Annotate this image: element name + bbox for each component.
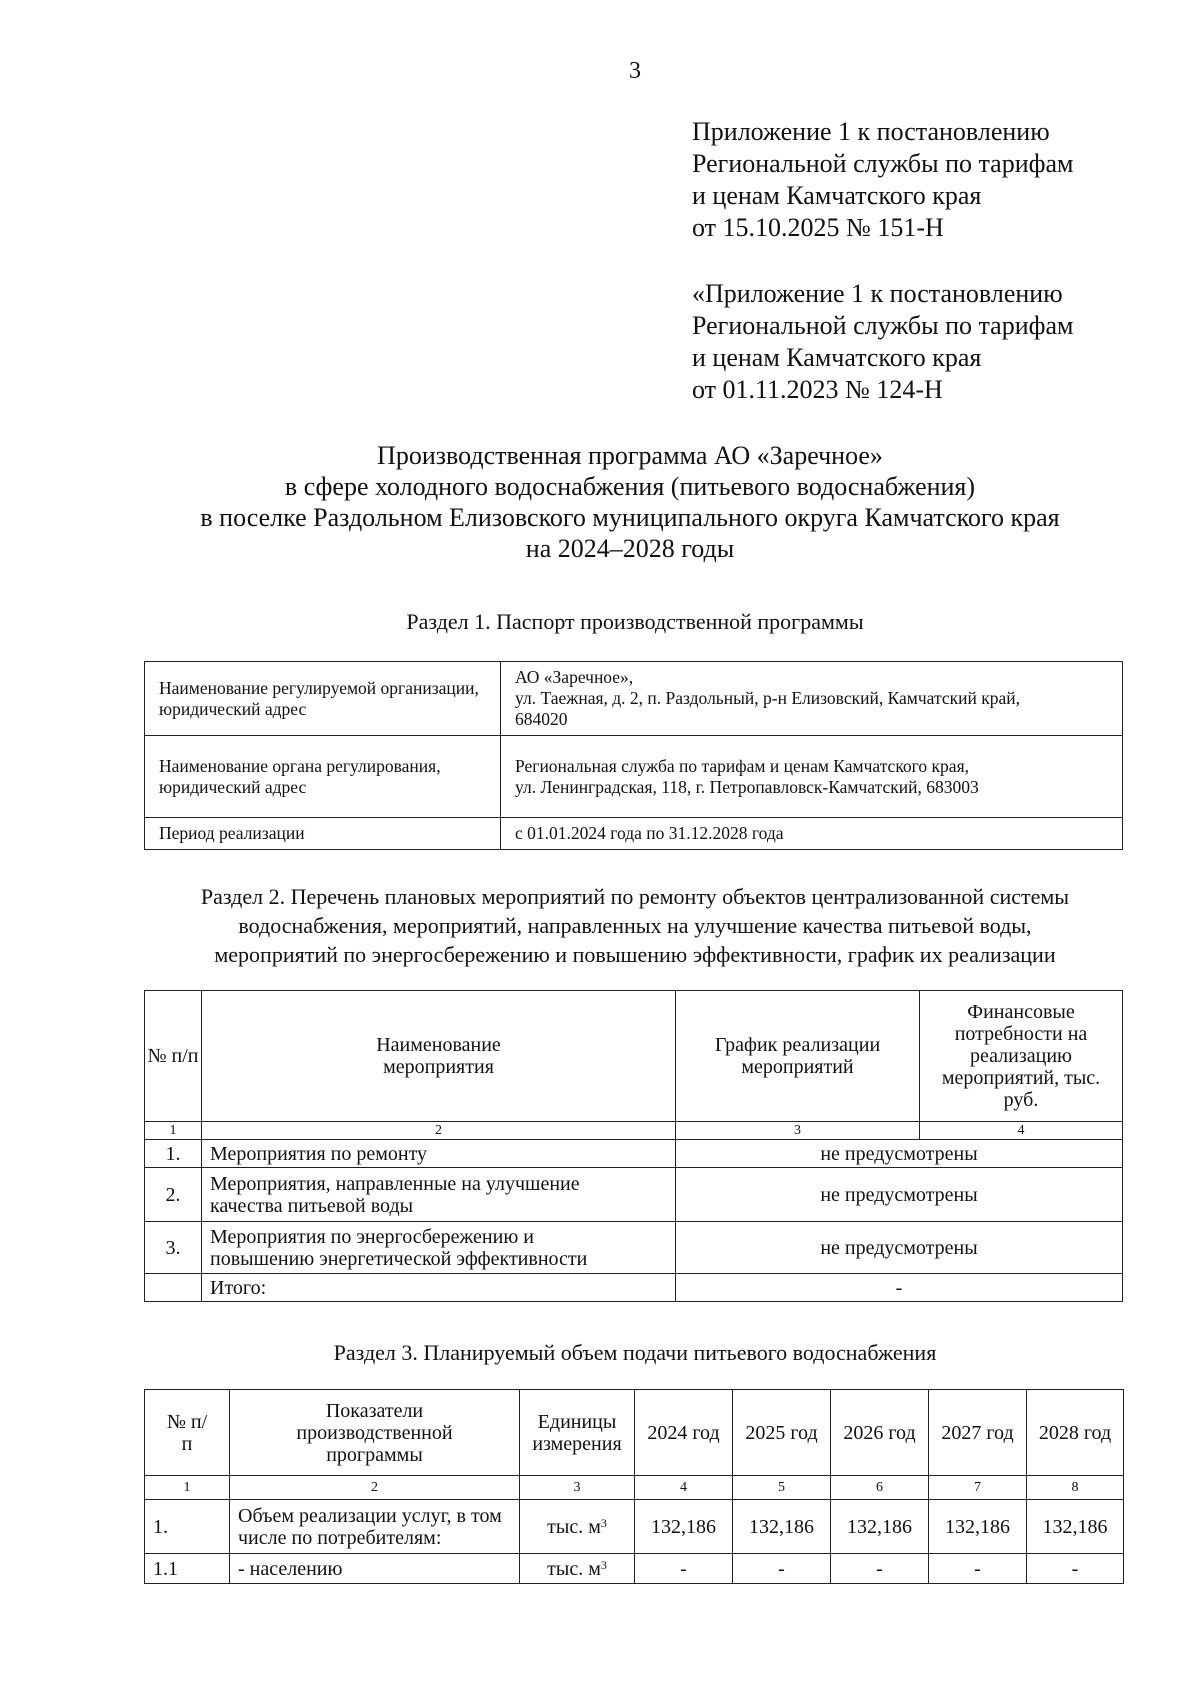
header-name: Наименование мероприятия (202, 991, 676, 1122)
title-line: в сфере холодного водоснабжения (питьевого водоснабжения) (284, 472, 976, 501)
header-year: 2028 год (1027, 1390, 1124, 1476)
table-row (145, 1168, 1123, 1222)
row-num: 2. (145, 1168, 202, 1222)
passport-value-line: ул. Таежная, д. 2, п. Раздольный, р-н Елизовский, Камчатский край, (515, 688, 1020, 708)
passport-value-line: ул. Ленинградская, 118, г. Петропавловск-Камчатский, 683003 (515, 776, 979, 797)
header-num: № п/п (145, 991, 202, 1122)
appendix-line: от 01.11.2023 № 124-Н (692, 375, 943, 404)
section2-heading-line: Раздел 2. Перечень плановых мероприятий по ремонту объектов централизованной системы (200, 884, 1070, 909)
table-row (145, 662, 1123, 736)
column-number: 8 (1027, 1476, 1124, 1500)
passport-value-line: 684020 (515, 709, 568, 729)
header-unit: Единицы измерения (520, 1390, 635, 1476)
year-value: 132,186 (929, 1500, 1027, 1554)
unit-superscript: 3 (600, 1557, 607, 1572)
passport-value-line: Региональная служба по тарифам и ценам Камчатского края, (515, 755, 969, 776)
column-number: 4 (635, 1476, 733, 1500)
column-number: 2 (230, 1476, 520, 1500)
unit-cell (520, 1554, 635, 1584)
passport-value (501, 818, 1123, 850)
unit-text: тыс. м (547, 1515, 601, 1538)
table-row (145, 818, 1123, 850)
title-line: Производственная программа АО «Заречное» (377, 441, 883, 470)
measure-name: Мероприятия, направленные на улучшение качества питьевой воды (202, 1168, 676, 1222)
column-numbers-row (145, 1476, 1124, 1500)
year-value: 132,186 (733, 1500, 831, 1554)
header-year: 2026 год (831, 1390, 929, 1476)
table-row (145, 1500, 1124, 1554)
column-number: 2 (202, 1122, 676, 1140)
page-number: 3 (629, 58, 641, 84)
table-header-row (145, 991, 1123, 1122)
unit-cell (520, 1500, 635, 1554)
header-year: 2027 год (929, 1390, 1027, 1476)
year-value: - (831, 1554, 929, 1584)
document-title (130, 440, 1130, 564)
title-line: в поселке Раздольном Елизовского муниципального округа Камчатского края (200, 503, 1060, 532)
passport-value-line: с 01.01.2024 года по 31.12.2028 года (515, 823, 784, 843)
indicator-name: Объем реализации услуг, в том числе по потребителям: (230, 1500, 520, 1554)
column-number: 6 (831, 1476, 929, 1500)
passport-value (501, 736, 1123, 818)
column-number: 5 (733, 1476, 831, 1500)
appendix-line: Приложение 1 к постановлению (692, 117, 1050, 146)
table-header-row (145, 1390, 1124, 1476)
header-num: № п/п (145, 1390, 230, 1476)
row-num: 1. (145, 1500, 230, 1554)
column-number: 4 (920, 1122, 1123, 1140)
appendix-current (692, 116, 1073, 244)
row-num: 1.1 (145, 1554, 230, 1584)
passport-value-line: АО «Заречное», (515, 667, 634, 687)
section1-heading: Раздел 1. Паспорт производственной программы (406, 609, 864, 634)
column-number: 1 (145, 1122, 202, 1140)
indicator-name: - населению (230, 1554, 520, 1584)
total-value: - (676, 1274, 1123, 1302)
row-num (145, 1274, 202, 1302)
column-number: 3 (520, 1476, 635, 1500)
header-schedule: График реализации мероприятий (676, 991, 920, 1122)
measure-value: не предусмотрены (676, 1222, 1123, 1274)
column-numbers-row (145, 1122, 1123, 1140)
section2-heading-line: мероприятий по энергосбережению и повышению эффективности, график их реализации (214, 942, 1056, 967)
year-value: - (929, 1554, 1027, 1584)
passport-label: Наименование регулируемой организации, юридический адрес (145, 662, 501, 736)
appendix-line: и ценам Камчатского края (692, 181, 982, 210)
appendix-line: «Приложение 1 к постановлению (692, 279, 1063, 308)
appendix-line: Региональной службы по тарифам (692, 149, 1074, 178)
row-num: 3. (145, 1222, 202, 1274)
column-number: 1 (145, 1476, 230, 1500)
volume-table (144, 1389, 1124, 1584)
measure-value: не предусмотрены (676, 1168, 1123, 1222)
header-finance: Финансовые потребности на реализацию мероприятий, тыс. руб. (920, 991, 1123, 1122)
appendix-line: и ценам Камчатского края (692, 343, 982, 372)
header-indicator: Показатели производственной программы (230, 1390, 520, 1476)
year-value: - (1027, 1554, 1124, 1584)
unit-superscript: 3 (600, 1515, 607, 1530)
passport-table (144, 661, 1123, 850)
year-value: 132,186 (1027, 1500, 1124, 1554)
header-year: 2025 год (733, 1390, 831, 1476)
section2-heading-line: водоснабжения, мероприятий, направленных на улучшение качества питьевой воды, (238, 913, 1032, 938)
year-value: - (733, 1554, 831, 1584)
total-row (145, 1274, 1123, 1302)
row-num: 1. (145, 1140, 202, 1168)
section2-heading (140, 882, 1130, 969)
year-value: 132,186 (635, 1500, 733, 1554)
column-number: 3 (676, 1122, 920, 1140)
measures-table (144, 990, 1123, 1302)
appendix-previous (692, 278, 1073, 406)
year-value: - (635, 1554, 733, 1584)
passport-label: Наименование органа регулирования, юридический адрес (145, 736, 501, 818)
header-year: 2024 год (635, 1390, 733, 1476)
appendix-line: от 15.10.2025 № 151-Н (692, 213, 944, 242)
total-label: Итого: (202, 1274, 676, 1302)
passport-value (501, 662, 1123, 736)
table-row (145, 736, 1123, 818)
measure-name: Мероприятия по ремонту (202, 1140, 676, 1168)
table-row (145, 1554, 1124, 1584)
passport-label: Период реализации (145, 818, 501, 850)
table-row (145, 1140, 1123, 1168)
section3-heading: Раздел 3. Планируемый объем подачи питьевого водоснабжения (333, 1340, 937, 1365)
year-value: 132,186 (831, 1500, 929, 1554)
unit-text: тыс. м (547, 1557, 601, 1580)
title-line: на 2024–2028 годы (525, 534, 735, 563)
appendix-line: Региональной службы по тарифам (692, 311, 1074, 340)
measure-value: не предусмотрены (676, 1140, 1123, 1168)
measure-name: Мероприятия по энергосбережению и повышению энергетической эффективности (202, 1222, 676, 1274)
table-row (145, 1222, 1123, 1274)
column-number: 7 (929, 1476, 1027, 1500)
